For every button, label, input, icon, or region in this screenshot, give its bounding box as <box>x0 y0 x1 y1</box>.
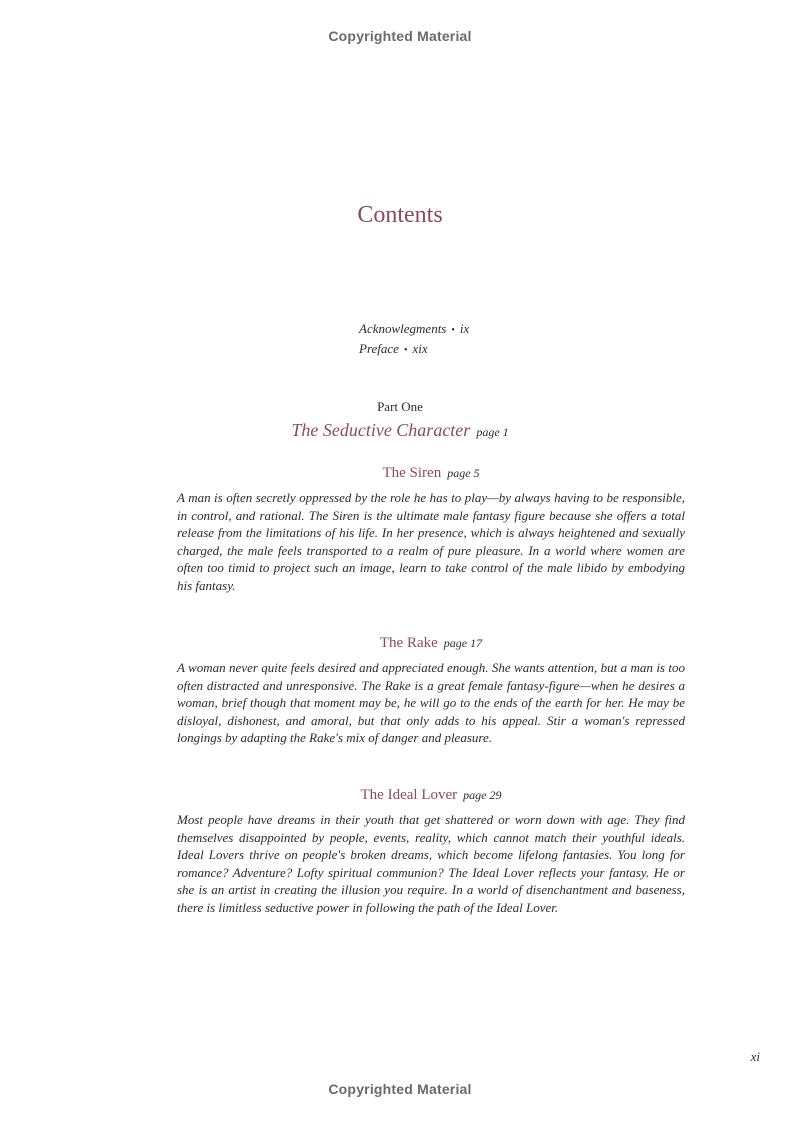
chapter-title: The Siren <box>382 465 442 481</box>
page-number: xi <box>750 1049 760 1064</box>
chapter-page: page 29 <box>463 788 502 802</box>
chapter-heading[interactable] <box>177 465 685 482</box>
toc-entry-acknowledgments[interactable] <box>359 320 469 340</box>
toc-entry-page: xix <box>412 341 428 356</box>
toc-entry-preface[interactable] <box>359 340 469 360</box>
chapter-title: The Rake <box>379 635 438 651</box>
bullet-separator: • <box>403 345 408 356</box>
chapter-page: page 5 <box>447 466 480 480</box>
watermark-top: Copyrighted Material <box>328 28 472 44</box>
part-page: page 1 <box>476 425 509 439</box>
chapter-page: page 17 <box>443 636 483 650</box>
toc-entry-label: Preface <box>359 341 399 356</box>
chapter-description: Most people have dreams in their youth that get shattered or worn down with age. They find themselves disappointed by people, events, reality, which cannot match their youthful ideals. Ideal Lovers thrive on people's broken dreams, which become lifelong fantasies. You long for romance? Adventure? Lofty spiritual communion? The Ideal Lover reflects your fantasy. He or she is an artist in creating the illusion you require. In a world of disenchantment and baseness, there is limitless seductive power in following the path of the Ideal Lover. <box>177 812 685 915</box>
chapter-description: A man is often secretly oppressed by the role he has to play—by always having to be responsible, in control, and rational. The Siren is the ultimate male fantasy figure because she offers a total release from the limitations of his life. In her presence, which is always heightened and sexually charged, the male feels transported to a realm of pure pleasure. In a world where women are often too timid to project such an image, learn to take control of the male libido by embodying his fantasy. <box>177 490 685 593</box>
toc-entry-label: Acknowlegments <box>359 321 447 336</box>
front-matter-list <box>359 320 469 360</box>
page-title: Contents <box>357 202 443 228</box>
chapter-ideal-lover <box>177 787 685 917</box>
bullet-separator: • <box>451 325 455 336</box>
part-title-entry[interactable] <box>0 420 800 441</box>
part-label: Part One <box>377 399 423 414</box>
chapter-rake <box>177 635 685 747</box>
toc-entry-page: ix <box>459 321 470 336</box>
chapter-heading[interactable] <box>177 635 685 652</box>
chapter-description: A woman never quite feels desired and appreciated enough. She wants attention, but a man is too often distracted and unresponsive. The Rake is a great female fantasy-figure—when he desires a woman, brief though that moment may be, he will go to the ends of the earth for her. He may be disloyal, dishonest, and amoral, but that only adds to his appeal. Stir a woman's repressed longings by adapting the Rake's mix of danger and pleasure. <box>177 660 685 746</box>
part-title: The Seductive Character <box>291 420 471 440</box>
chapter-heading[interactable] <box>177 787 685 804</box>
chapter-title: The Ideal Lover <box>360 787 458 803</box>
chapter-siren <box>177 465 685 595</box>
watermark-bottom: Copyrighted Material <box>328 1081 472 1097</box>
